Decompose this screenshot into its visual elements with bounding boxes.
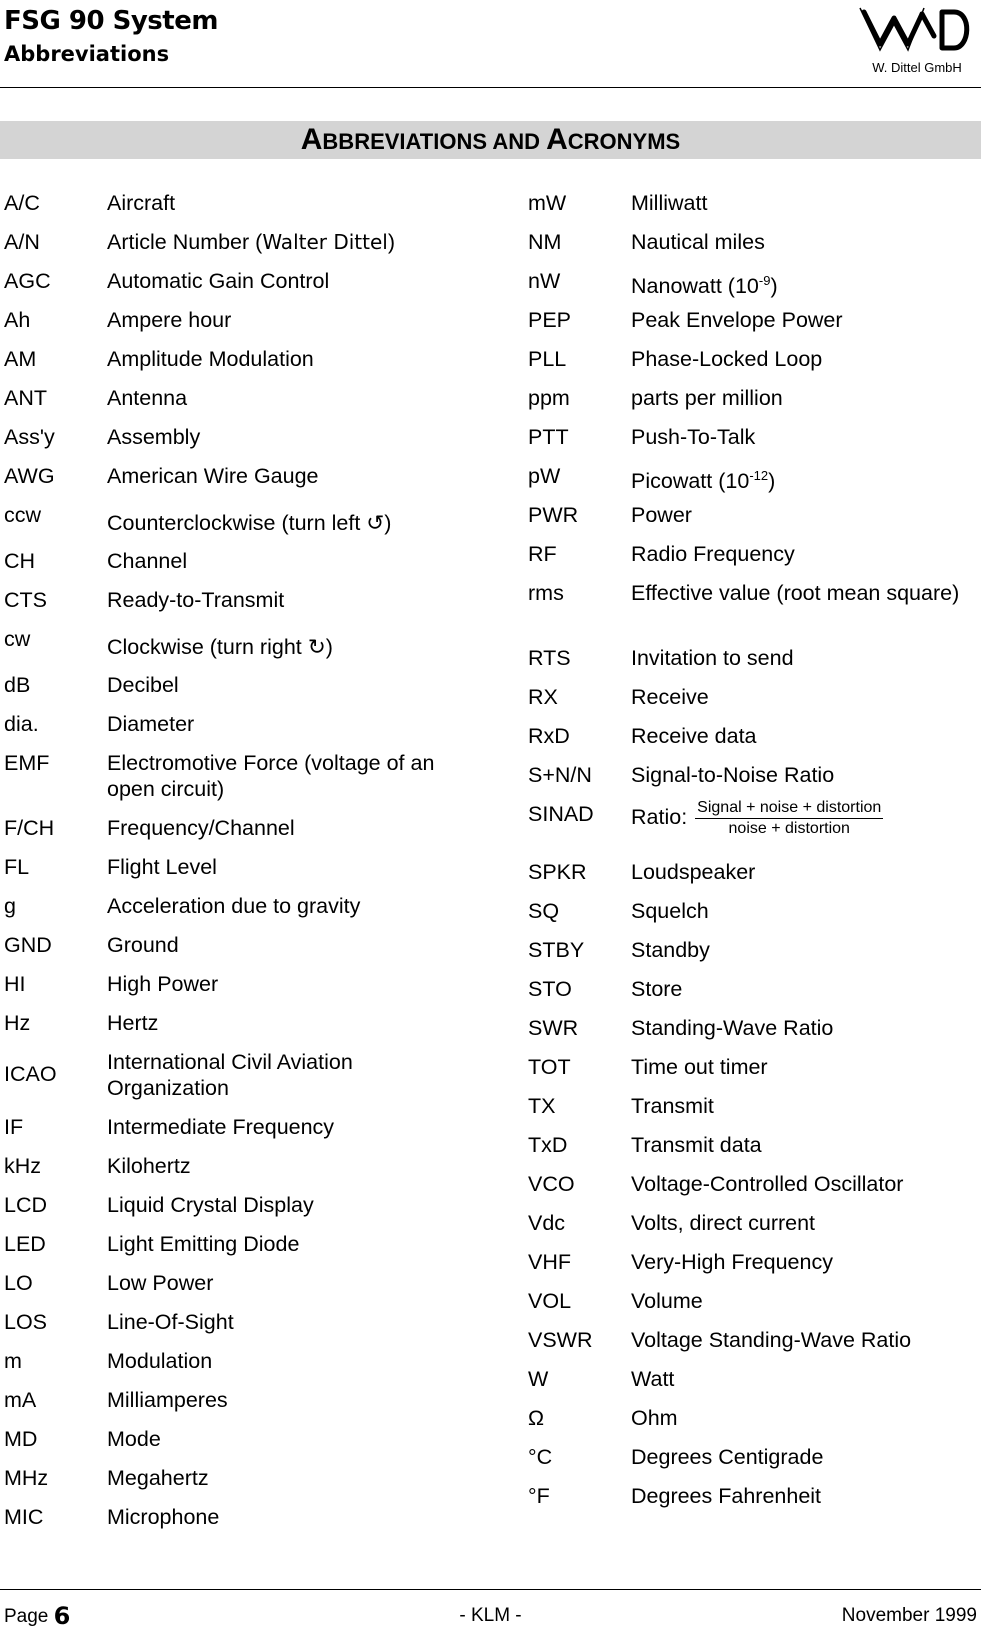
abbr-definition: Intermediate Frequency: [107, 1115, 335, 1139]
abbr-term: mW: [528, 191, 567, 215]
abbr-definition: Kilohertz: [107, 1154, 191, 1178]
abbr-term: TxD: [528, 1133, 568, 1157]
abbr-row: [528, 678, 981, 717]
abbr-term: PLL: [528, 347, 567, 371]
abbr-term: MIC: [4, 1505, 44, 1529]
abbr-definition: Flight Level: [107, 855, 217, 879]
abbr-row: [528, 457, 981, 496]
abbr-row: [528, 496, 981, 535]
abbr-term: kHz: [4, 1154, 42, 1178]
abbr-definition: Radio Frequency: [631, 542, 795, 566]
abbr-definition: Ready-to-Transmit: [107, 588, 285, 612]
heading-initial: A: [300, 123, 323, 156]
footer-divider: [0, 1589, 981, 1590]
abbr-term: NM: [528, 230, 562, 254]
abbr-row: [4, 1459, 464, 1498]
abbr-row: [528, 1048, 981, 1087]
abbr-definition: Ohm: [631, 1406, 678, 1430]
abbr-row: [4, 1303, 464, 1342]
abbr-definition: Receive data: [631, 724, 757, 748]
abbr-row: [528, 1243, 981, 1282]
abbr-term: FL: [4, 855, 30, 879]
abbr-term: PEP: [528, 308, 572, 332]
abbr-definition: Squelch: [631, 899, 709, 923]
abbr-row: [4, 1043, 464, 1108]
abbr-term: STO: [528, 977, 572, 1001]
abbr-row: [4, 496, 464, 542]
abbr-term: ANT: [4, 386, 47, 410]
abbr-row: [528, 184, 981, 223]
abbr-row: [4, 418, 464, 457]
abbr-row: [4, 1420, 464, 1459]
abbr-term: SWR: [528, 1016, 579, 1040]
abbr-term: A/C: [4, 191, 40, 215]
abbr-definition: Antenna: [107, 386, 188, 410]
abbr-row: [528, 853, 981, 892]
abbr-definition: Standby: [631, 938, 710, 962]
abbr-definition: Ground: [107, 933, 179, 957]
abbr-row: [528, 1009, 981, 1048]
abbr-definition: Acceleration due to gravity: [107, 894, 361, 918]
abbr-term: AGC: [4, 269, 51, 293]
abbr-term: Ass'y: [4, 425, 55, 449]
abbr-term: S+N/N: [528, 763, 592, 787]
abbr-term: STBY: [528, 938, 585, 962]
abbr-definition: Peak Envelope Power: [631, 308, 843, 332]
abbr-definition: Voltage-Controlled Oscillator: [631, 1172, 904, 1196]
abbr-term: A/N: [4, 230, 40, 254]
abbr-row: [528, 418, 981, 457]
abbr-definition: High Power: [107, 972, 219, 996]
abbr-term: IF: [4, 1115, 24, 1139]
abbr-definition: Volume: [631, 1289, 703, 1313]
abbr-row: [528, 1321, 981, 1360]
abbreviation-list-right: [528, 184, 981, 1516]
abbr-term: pW: [528, 464, 561, 488]
abbr-definition: Frequency/Channel: [107, 816, 295, 840]
document-subtitle: Abbreviations: [4, 42, 170, 66]
abbr-term: HI: [4, 972, 26, 996]
abbr-definition: Megahertz: [107, 1466, 209, 1490]
abbr-term: °F: [528, 1484, 550, 1508]
abbr-term: ppm: [528, 386, 570, 410]
abbr-term: RxD: [528, 724, 570, 748]
abbr-row: [4, 262, 464, 301]
abbr-definition: Microphone: [107, 1505, 220, 1529]
abbr-definition: Nanowatt $(10^{-9})$: [631, 273, 778, 299]
page-label: Page: [4, 1606, 49, 1627]
abbr-row: [4, 666, 464, 705]
abbr-row: [4, 1108, 464, 1147]
abbr-row: [528, 223, 981, 262]
abbr-row: [4, 705, 464, 744]
abbr-term: Ω: [528, 1406, 545, 1430]
abbr-definition: Diameter: [107, 712, 195, 736]
abbr-row: [528, 795, 981, 853]
abbr-term: TX: [528, 1094, 556, 1118]
abbr-definition: Decibel: [107, 673, 179, 697]
abbr-definition: Voltage Standing-Wave Ratio: [631, 1328, 912, 1352]
abbr-definition: Push-To-Talk: [631, 425, 756, 449]
abbr-term: PTT: [528, 425, 569, 449]
abbr-row: [4, 1004, 464, 1043]
logo-company-name: W. Dittel GmbH: [872, 60, 962, 75]
abbr-term: LO: [4, 1271, 33, 1295]
heading-text: BBREVIATIONS AND: [322, 129, 547, 154]
company-logo: [858, 2, 976, 76]
abbr-definition: Transmit: [631, 1094, 714, 1118]
abbr-row: [528, 1126, 981, 1165]
abbr-term: SPKR: [528, 860, 587, 884]
abbr-row: [528, 717, 981, 756]
abbr-row: [4, 620, 464, 666]
abbr-definition: American Wire Gauge: [107, 464, 319, 488]
abbr-term: SINAD: [528, 802, 594, 826]
abbr-definition: Channel: [107, 549, 188, 573]
abbr-definition: Milliwatt: [631, 191, 708, 215]
abbr-term: Vdc: [528, 1211, 566, 1235]
abbr-definition: Phase-Locked Loop: [631, 347, 823, 371]
abbr-row: [4, 184, 464, 223]
abbr-term: LED: [4, 1232, 46, 1256]
abbr-row: [528, 574, 981, 639]
abbr-term: CH: [4, 549, 36, 573]
abbr-row: [4, 965, 464, 1004]
abbr-definition: Milliamperes: [107, 1388, 228, 1412]
abbr-term: ccw: [4, 503, 42, 527]
section-heading: [0, 121, 981, 159]
abbr-definition: Mode: [107, 1427, 161, 1451]
abbr-definition: Ampere hour: [107, 308, 232, 332]
abbr-term: W: [528, 1367, 549, 1391]
abbr-definition: Receive: [631, 685, 709, 709]
abbr-term: mA: [4, 1388, 37, 1412]
abbr-term: RX: [528, 685, 558, 709]
abbr-row: [4, 1147, 464, 1186]
abbr-term: VCO: [528, 1172, 575, 1196]
abbr-row: [528, 1438, 981, 1477]
abbr-row: [4, 887, 464, 926]
abbr-term: ICAO: [4, 1062, 57, 1086]
abbr-row: [4, 301, 464, 340]
abbr-term: EMF: [4, 751, 50, 775]
abbr-row: [528, 379, 981, 418]
abbr-term: RF: [528, 542, 557, 566]
abbr-term: m: [4, 1349, 22, 1373]
abbr-row: [528, 931, 981, 970]
abbr-row: [4, 1342, 464, 1381]
abbr-row: [4, 1186, 464, 1225]
abbr-term: AM: [4, 347, 37, 371]
abbr-row: [528, 1477, 981, 1516]
abbr-definition: International Civil Aviation Organization: [107, 1050, 353, 1100]
footer-center: - KLM -: [459, 1605, 522, 1626]
header-divider: [0, 87, 981, 88]
abbr-row: [4, 809, 464, 848]
abbr-term: CTS: [4, 588, 47, 612]
abbr-row: [4, 379, 464, 418]
abbr-term: SQ: [528, 899, 560, 923]
abbr-definition: Hertz: [107, 1011, 159, 1035]
wd-logo-icon: [858, 2, 976, 58]
abbr-definition: Ratio: $\frac{\text{Signal + noise + distortion}}{\text{noise + distortion}}$: [631, 799, 882, 837]
abbr-row: [4, 1264, 464, 1303]
sinad-formula: [695, 799, 883, 838]
abbr-definition: Clockwise (turn right ↻): [107, 635, 333, 659]
abbr-definition: Invitation to send: [631, 646, 794, 670]
abbr-definition: Counterclockwise (turn left ↺): [107, 511, 392, 535]
abbr-definition: Picowatt $(10^{-12})$: [631, 468, 776, 494]
formula-denominator: noise + distortion: [728, 820, 850, 837]
abbr-definition: Low Power: [107, 1271, 214, 1295]
abbr-definition: Very-High Frequency: [631, 1250, 833, 1274]
page-number-value: 6: [53, 1602, 71, 1630]
formula-numerator: Signal + noise + distortion: [695, 799, 883, 819]
abbr-term: PWR: [528, 503, 579, 527]
abbr-row: [528, 301, 981, 340]
abbr-definition: Liquid Crystal Display: [107, 1193, 314, 1217]
abbr-definition: Aircraft: [107, 191, 176, 215]
abbr-term: GND: [4, 933, 52, 957]
abbr-row: [4, 340, 464, 379]
abbr-row: [528, 639, 981, 678]
abbr-row: [528, 1087, 981, 1126]
abbr-term: AWG: [4, 464, 55, 488]
abbr-definition: Article Number (Walter Dittel): [107, 230, 396, 254]
abbreviation-list-left: [4, 184, 464, 1537]
abbr-row: [4, 542, 464, 581]
abbr-definition: Nautical miles: [631, 230, 765, 254]
abbr-term: g: [4, 894, 16, 918]
abbr-row: [4, 1381, 464, 1420]
abbr-definition: parts per million: [631, 386, 783, 410]
abbr-definition: Degrees Fahrenheit: [631, 1484, 822, 1508]
heading-initial: A: [546, 123, 568, 156]
abbr-row: [528, 970, 981, 1009]
abbr-row: [528, 340, 981, 379]
abbr-row: [4, 926, 464, 965]
abbr-definition: Effective value (root mean square): [631, 581, 960, 605]
abbr-row: [4, 848, 464, 887]
abbr-term: MD: [4, 1427, 38, 1451]
abbr-definition: Line-Of-Sight: [107, 1310, 234, 1334]
abbr-row: [528, 756, 981, 795]
abbr-term: dB: [4, 673, 31, 697]
abbr-definition: Loudspeaker: [631, 860, 756, 884]
footer-date: November 1999: [841, 1605, 977, 1626]
abbr-term: LCD: [4, 1193, 48, 1217]
abbr-row: [4, 457, 464, 496]
abbr-row: [528, 1204, 981, 1243]
abbr-definition: Electromotive Force (voltage of an open circuit): [107, 751, 435, 801]
abbr-definition: Transmit data: [631, 1133, 762, 1157]
document-title: FSG 90 System: [4, 6, 218, 36]
heading-text: CRONYMS: [567, 129, 681, 154]
abbr-row: [528, 892, 981, 931]
abbr-row: [528, 262, 981, 301]
abbr-row: [528, 1282, 981, 1321]
abbr-term: Hz: [4, 1011, 31, 1035]
abbr-term: VOL: [528, 1289, 572, 1313]
abbr-term: cw: [4, 627, 31, 651]
abbr-term: F/CH: [4, 816, 55, 840]
abbr-term: °C: [528, 1445, 553, 1469]
abbr-definition: Time out timer: [631, 1055, 768, 1079]
abbr-definition: Signal-to-Noise Ratio: [631, 763, 835, 787]
abbr-row: [528, 1399, 981, 1438]
abbr-row: [4, 744, 464, 809]
abbr-term: nW: [528, 269, 561, 293]
abbr-row: [4, 581, 464, 620]
abbr-definition: Automatic Gain Control: [107, 269, 330, 293]
abbr-definition: Watt: [631, 1367, 675, 1391]
abbr-row: [528, 1165, 981, 1204]
abbr-row: [528, 1360, 981, 1399]
abbr-term: rms: [528, 581, 564, 605]
abbr-definition: Light Emitting Diode: [107, 1232, 300, 1256]
abbr-term: dia.: [4, 712, 39, 736]
abbr-row: [4, 1225, 464, 1264]
abbr-definition: Power: [631, 503, 692, 527]
abbr-term: Ah: [4, 308, 31, 332]
abbr-term: TOT: [528, 1055, 571, 1079]
abbr-definition: Assembly: [107, 425, 201, 449]
abbr-definition: Modulation: [107, 1349, 213, 1373]
abbr-term: VHF: [528, 1250, 571, 1274]
abbr-term: VSWR: [528, 1328, 593, 1352]
abbr-row: [4, 223, 464, 262]
abbr-term: RTS: [528, 646, 571, 670]
abbr-definition: Store: [631, 977, 683, 1001]
abbr-term: LOS: [4, 1310, 48, 1334]
abbr-definition: Volts, direct current: [631, 1211, 816, 1235]
abbr-definition: Standing-Wave Ratio: [631, 1016, 834, 1040]
abbr-row: [4, 1498, 464, 1537]
abbr-row: [528, 535, 981, 574]
abbr-term: MHz: [4, 1466, 49, 1490]
abbr-definition: Amplitude Modulation: [107, 347, 314, 371]
abbr-definition: Degrees Centigrade: [631, 1445, 824, 1469]
